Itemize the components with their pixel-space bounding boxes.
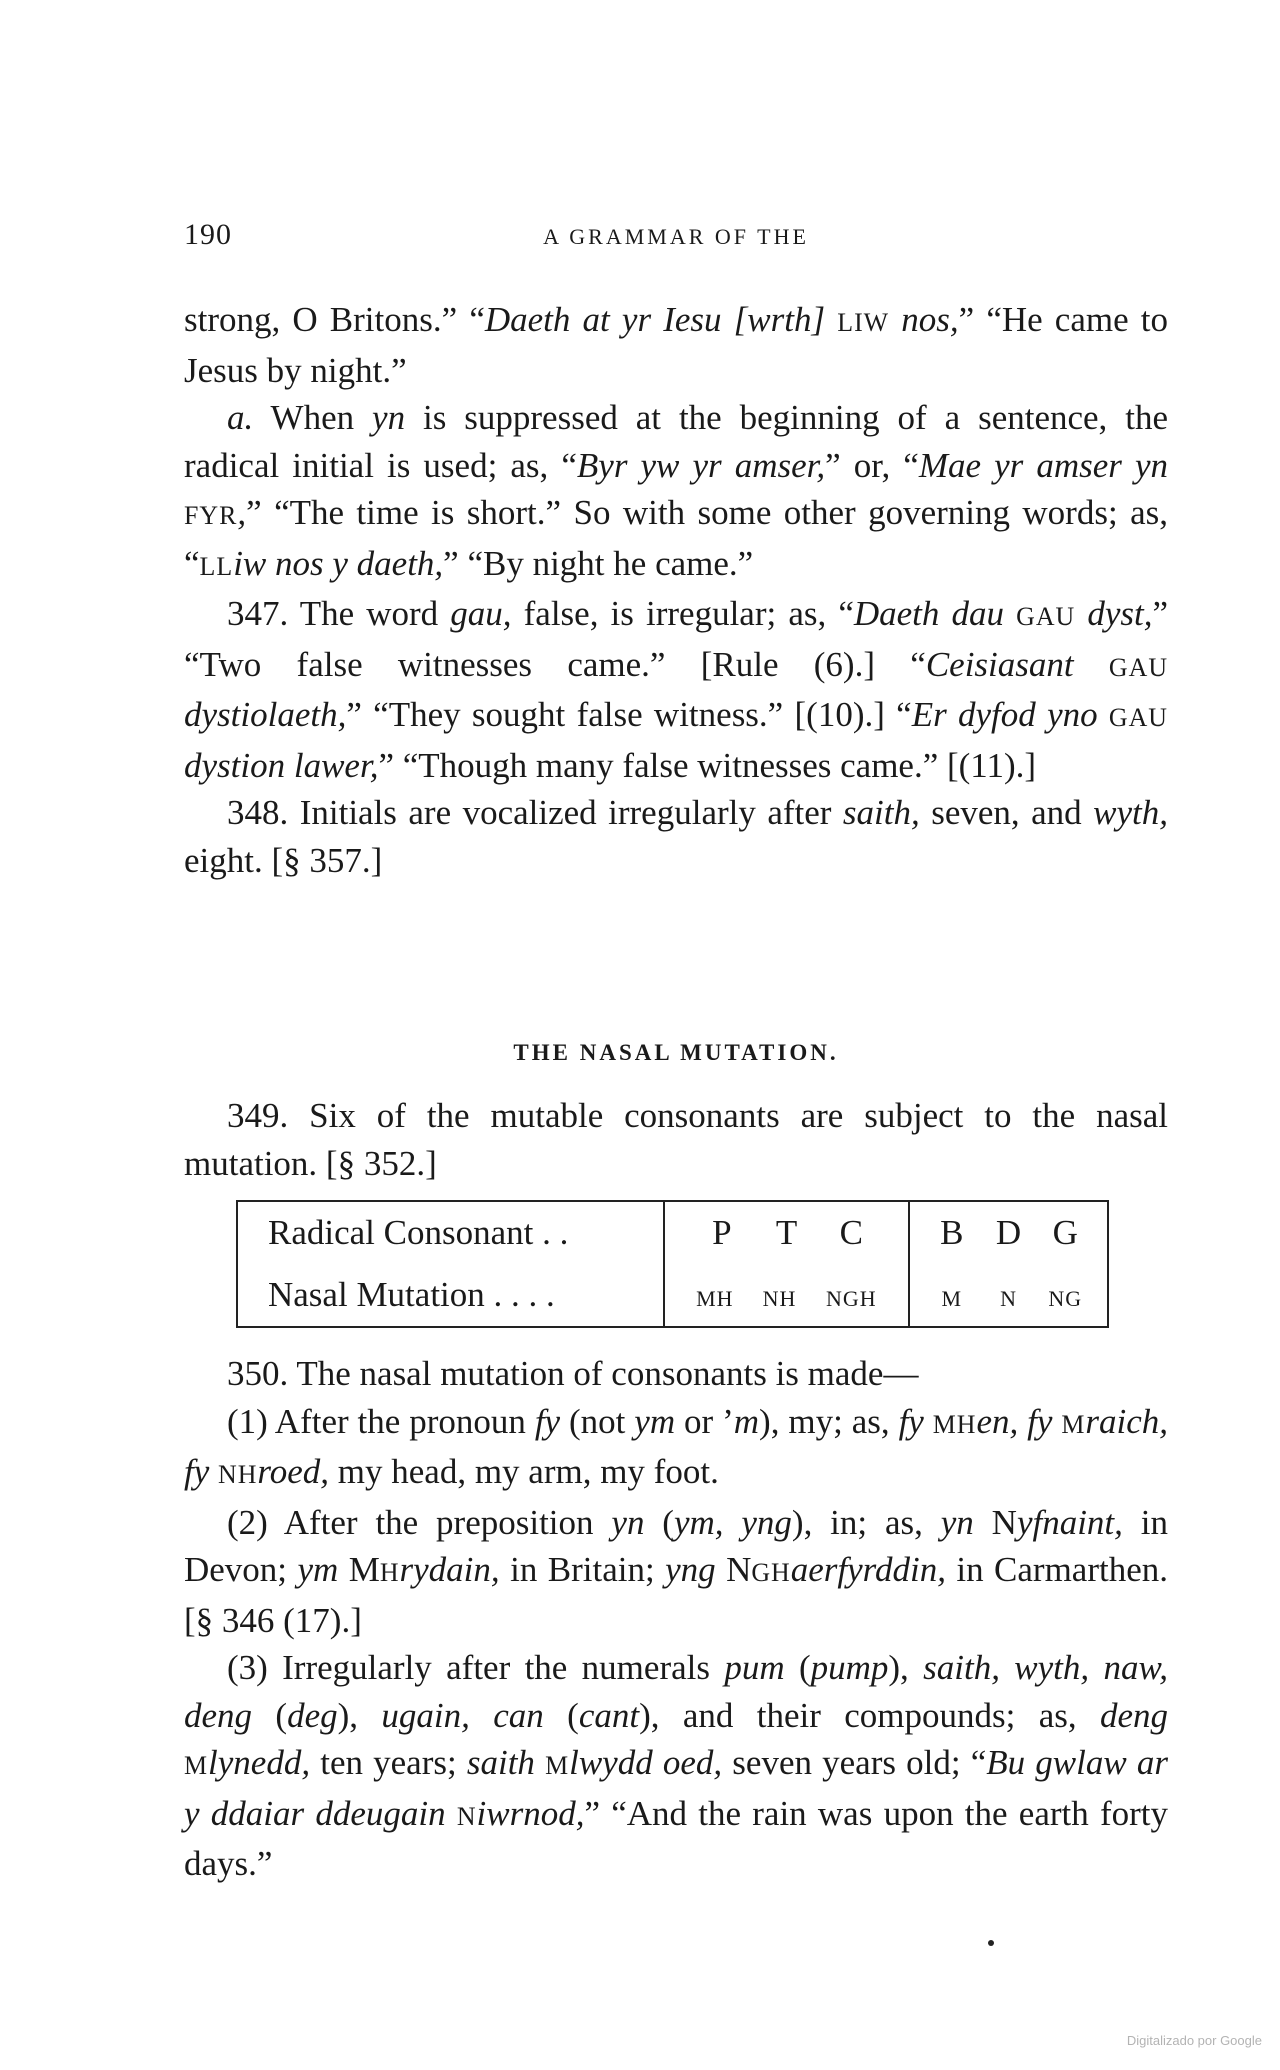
voiceless-group-radical (664, 1202, 909, 1264)
table-row-nasal (237, 1264, 1108, 1326)
text-block-lower (184, 1350, 1168, 1888)
paragraph-continuation: strong, O Britons.” “Daeth at yr Iesu [wrth] LIW nos,” “He came to Jesus by night.” (184, 300, 1169, 390)
text-block-upper (184, 296, 1168, 884)
table-cell: NG (1048, 1286, 1083, 1311)
paragraph-347: 347. The word gau, false, is irregular; as, “Daeth dau GAU dyst,” “Two false witnesses came.” [Rule (6).] “Ceisiasant GAU dystiolaeth,” “They sought false witness.” [(10).] “Er dyfod yno GAU dystion lawer,” “Though many false witnesses came.” [(11).] (184, 594, 1169, 785)
watermark: Digitalizado por Google (1126, 2033, 1262, 2048)
voiced-group-nasal (909, 1264, 1108, 1326)
page-number: 190 (184, 218, 232, 251)
page-header (184, 218, 1168, 258)
running-title: A GRAMMAR OF THE (543, 224, 809, 249)
voiceless-group-nasal (664, 1264, 909, 1326)
table-cell: M (941, 1286, 963, 1311)
paragraph-349-block (184, 1092, 1168, 1187)
nasal-mutation-table (236, 1200, 1109, 1328)
paragraph-349: 349. Six of the mutable consonants are subject to the nasal mutation. [§ 352.] (184, 1096, 1168, 1183)
voiced-group-radical (909, 1202, 1108, 1264)
table-cell: NGH (825, 1286, 877, 1311)
row-label-nasal: Nasal Mutation . . . . (237, 1264, 664, 1326)
table-cell: MH (696, 1286, 734, 1311)
table-cell: B (940, 1213, 964, 1252)
table-cell: N (1000, 1286, 1017, 1311)
table-cell: P (712, 1213, 732, 1252)
table-cell: D (995, 1213, 1022, 1252)
section-heading: THE NASAL MUTATION. (513, 1040, 839, 1065)
table-row-radical (237, 1202, 1108, 1264)
clause-2: (2) After the preposition yn (ym, yng), in; as, yn Nyfnaint, in Devon; ym MHrydain, in Britain; yng NGHaerfyrddin, in Carmarthen. [§ 346 (17).] (184, 1502, 1169, 1640)
row-label-radical: Radical Consonant . . (237, 1202, 664, 1264)
clause-3: (3) Irregularly after the numerals pum (pump), saith, wyth, naw, deng (deg), ugain, can (cant), and their compounds; as, deng Mlynedd, ten years; saith Mlwydd oed, seven years old; “Bu gwlaw ar y ddaiar ddeugain Niwrnod,” “And the rain was upon the earth forty days.” (184, 1648, 1169, 1883)
paragraph-348: 348. Initials are vocalized irregularly after saith, seven, and wyth, eight. [§ 357.] (184, 793, 1168, 880)
table-cell: NH (762, 1286, 797, 1311)
ink-dot (988, 1940, 994, 1946)
clause-1: (1) After the pronoun fy (not ym or ’m), my; as, fy MHen, fy Mraich, fy NHroed, my head, my arm, my foot. (184, 1401, 1169, 1491)
table-cell: C (839, 1213, 863, 1252)
paragraph-note-a: a. When yn is suppressed at the beginning of a sentence, the radical initial is used; as, “Byr yw yr amser,” or, “Mae yr amser yn FYR,” “The time is short.” So with some other governing words; as, “LLiw nos y daeth,” “By night he came.” (184, 398, 1169, 583)
table-cell: G (1052, 1213, 1078, 1252)
table-cell: T (775, 1213, 798, 1252)
paragraph-350: 350. The nasal mutation of consonants is made— (227, 1354, 919, 1393)
